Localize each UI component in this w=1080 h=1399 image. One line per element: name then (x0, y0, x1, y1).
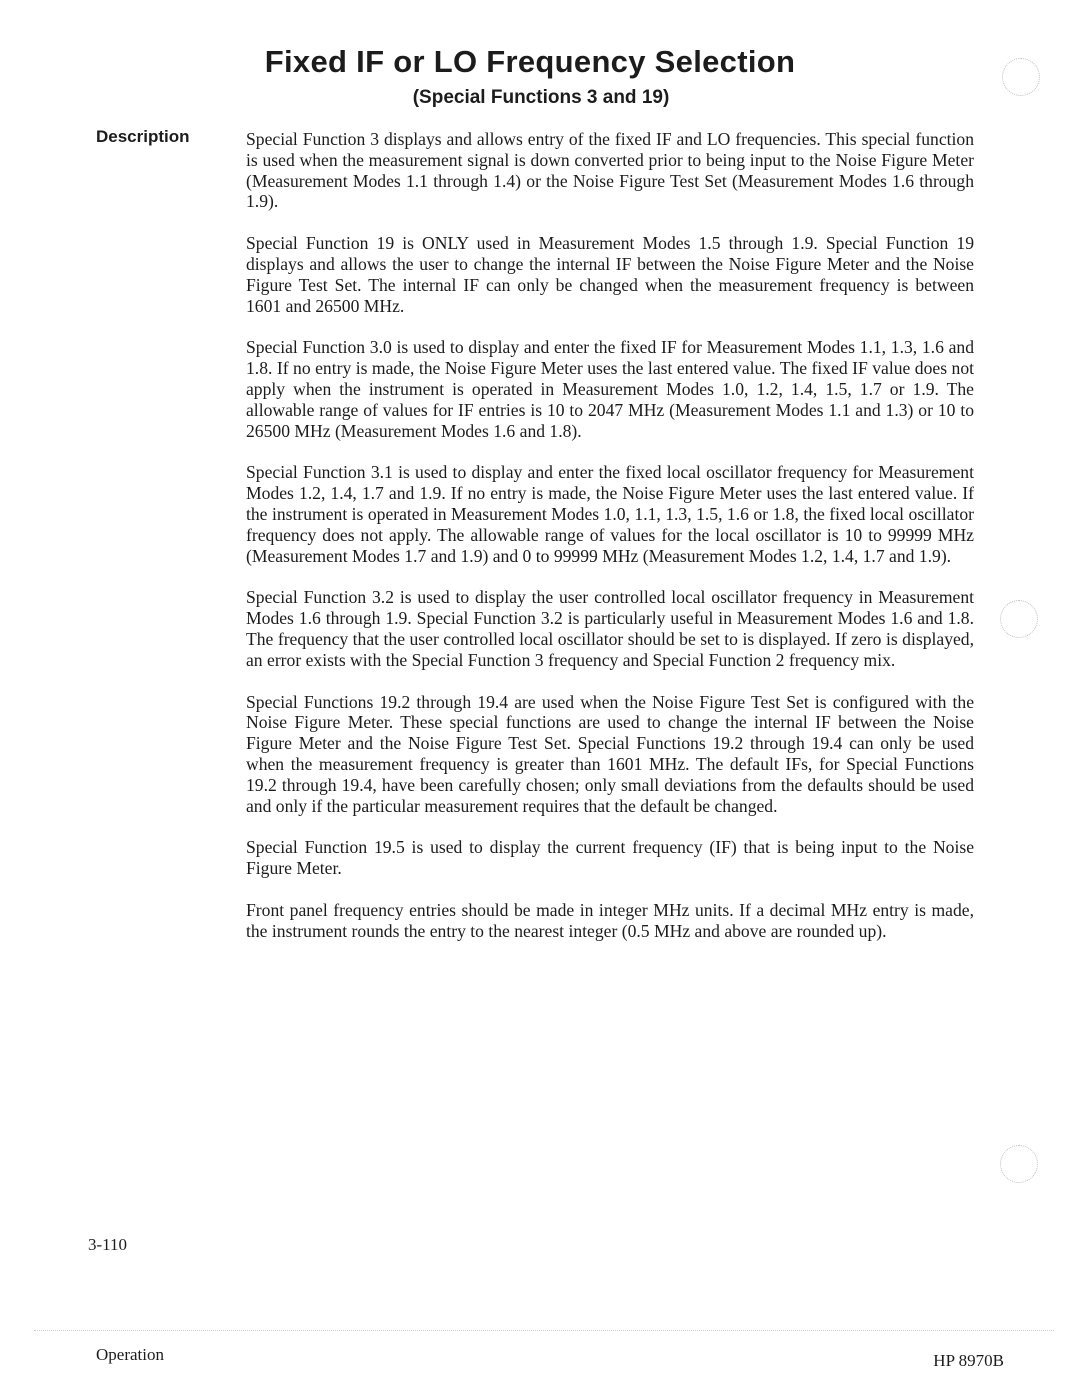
paragraph: Special Function 19 is ONLY used in Measurement Modes 1.5 through 1.9. Special Function 19 displays and allows the user to change the internal IF between the Noise Figure Meter and the Noise Figure Test Set. The internal IF can only be changed when the measurement frequency is between 1601 and 26500 MHz. (246, 233, 974, 316)
page-subtitle: (Special Functions 3 and 19) (412, 87, 670, 108)
paragraph: Special Functions 19.2 through 19.4 are used when the Noise Figure Test Set is configured with the Noise Figure Meter. These special functions are used to change the internal IF between the Noise Figure Meter and the Noise Figure Test Set. Special Functions 19.2 through 19.4 can only be used when the measurement frequency is greater than 1601 MHz. The default IFs, for Special Functions 19.2 through 19.4, have been carefully chosen; only small deviations from the defaults should be used and only if the particular measurement requires that the default be changed. (246, 691, 974, 816)
paragraph: Special Function 3.1 is used to display and enter the fixed local oscillator frequency for Measurement Modes 1.2, 1.4, 1.7 and 1.9. If no entry is made, the Noise Figure Meter uses the last entered value. If the instrument is operated in Measurement Modes 1.0, 1.1, 1.3, 1.5, 1.6 or 1.8, the fixed local oscillator frequency does not apply. The allowable range of values for the local oscillator is 10 to 99999 MHz (Measurement Modes 1.7 and 1.9) and 0 to 99999 MHz (Measurement Modes 1.2, 1.4, 1.7 and 1.9). (246, 462, 974, 566)
punch-hole-icon (1000, 1145, 1038, 1183)
footer-model: HP 8970B (933, 1351, 1004, 1370)
paragraph: Special Function 3 displays and allows entry of the fixed IF and LO frequencies. This special function is used when the measurement signal is down converted prior to being input to the Noise Figure Meter (Measurement Modes 1.1 through 1.4) or the Noise Figure Test Set (Measurement Modes 1.6 through 1.9). (246, 129, 974, 212)
footer-section: Operation (96, 1345, 164, 1364)
body-text (246, 129, 974, 963)
footer-divider (34, 1330, 1054, 1331)
page-title: Fixed IF or LO Frequency Selection (264, 44, 796, 79)
section-label: Description (96, 127, 190, 146)
punch-hole-icon (1000, 600, 1038, 638)
paragraph: Front panel frequency entries should be made in integer MHz units. If a decimal MHz entry is made, the instrument rounds the entry to the nearest integer (0.5 MHz and above are rounded up). (246, 899, 974, 941)
paragraph: Special Function 3.2 is used to display the user controlled local oscillator frequency in Measurement Modes 1.6 through 1.9. Special Function 3.2 is particularly useful in Measurement Modes 1.6 and 1.8. The frequency that the user controlled local oscillator should be set to is displayed. If zero is displayed, an error exists with the Special Function 3 frequency and Special Function 2 frequency mix. (246, 587, 974, 670)
paragraph: Special Function 3.0 is used to display and enter the fixed IF for Measurement Modes 1.1, 1.3, 1.6 and 1.8. If no entry is made, the Noise Figure Meter uses the last entered value. The fixed IF value does not apply when the instrument is operated in Measurement Modes 1.0, 1.2, 1.4, 1.5, 1.7 or 1.9. The allowable range of values for IF entries is 10 to 2047 MHz (Measurement Modes 1.1 and 1.3) or 10 to 26500 MHz (Measurement Modes 1.6 and 1.8). (246, 337, 974, 441)
page-number: 3-110 (88, 1235, 128, 1254)
punch-hole-icon (1002, 58, 1040, 96)
paragraph: Special Function 19.5 is used to display the current frequency (IF) that is being input to the Noise Figure Meter. (246, 837, 974, 879)
